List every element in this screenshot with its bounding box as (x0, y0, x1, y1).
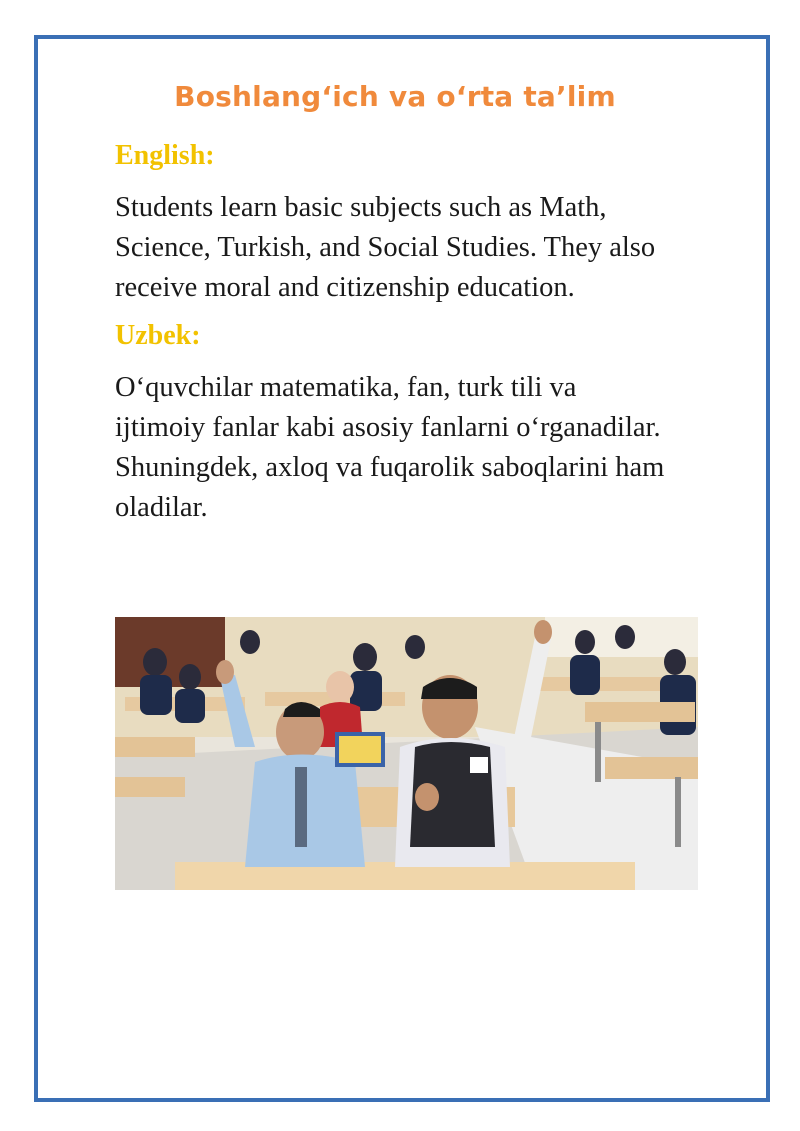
uzbek-paragraph (115, 368, 755, 528)
uzbek-line: O‘quvchilar matematika, fan, turk tili va (115, 372, 577, 403)
english-paragraph (115, 188, 755, 308)
english-line: Students learn basic subjects such as Math, (115, 192, 607, 223)
english-heading: English: (115, 140, 215, 171)
page-title: Boshlang‘ich va o‘rta ta’lim (174, 80, 616, 113)
classroom-photo (115, 617, 698, 890)
english-line: Science, Turkish, and Social Studies. They also (115, 232, 656, 263)
uzbek-line: oladilar. (115, 492, 208, 523)
uzbek-heading: Uzbek: (115, 320, 201, 351)
uzbek-line: Shuningdek, axloq va fuqarolik saboqlarini ham (115, 452, 665, 483)
uzbek-line: ijtimoiy fanlar kabi asosiy fanlarni o‘rganadilar. (115, 412, 661, 443)
english-line: receive moral and citizenship education. (115, 272, 575, 303)
classroom-illustration (115, 617, 698, 890)
